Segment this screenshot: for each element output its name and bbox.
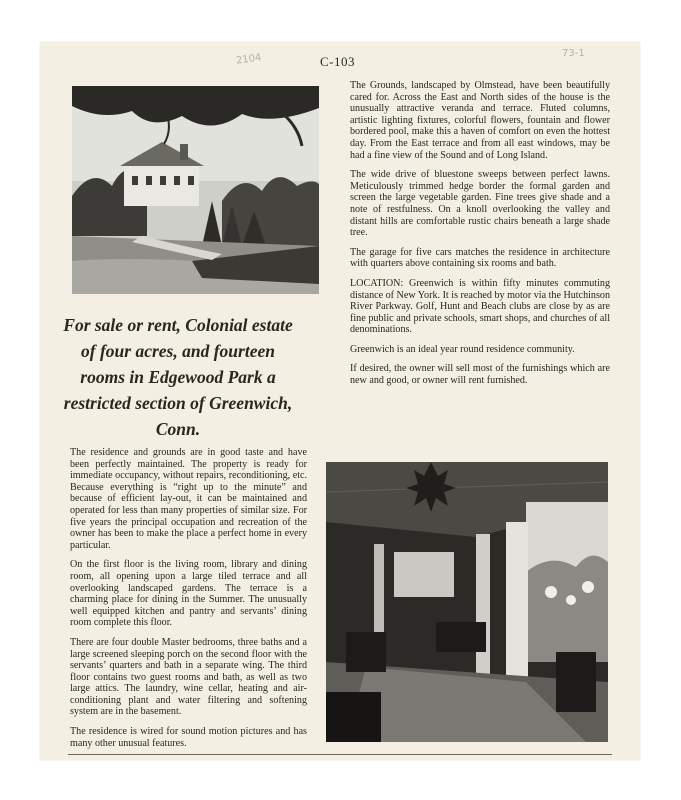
paragraph-drive: The wide drive of bluestone sweeps between perfect lawns. Meticulously trimmed hedge border the formal garden and screen the large vegetable garden. Fine trees give shade and a note of restfulness. On a knoll overlooking the valley and distant hills are comfortable rustic chairs beneath a large shade tree. xyxy=(350,169,610,239)
paragraph-location: LOCATION: Greenwich is within fifty minutes commuting distance of New York. It is reached by motor via the Hutchinson River Parkway. Golf, Hunt and Beach clubs are close by as are fine public and private schools, smart shops, and churches of all denominations. xyxy=(350,277,610,336)
bottom-rule xyxy=(68,754,612,755)
paragraph-garage: The garage for five cars matches the residence in architecture with quarters above containing six rooms and bath. xyxy=(350,246,610,270)
paragraph-furnishings: If desired, the owner will sell most of the furnishings which are new and good, or owner will rent furnished. xyxy=(350,363,610,387)
paragraph-grounds: The Grounds, landscaped by Olmstead, have been beautifully cared for. Across the East and North sides of the house is the unusually attractive veranda and terrace. Fluted columns, artistic lighting fixtures, colorful flowers, fountain and flower bordered pool, make this a haven of comfort on even the hottest day. From the East terrace and from all east windows, may be had a fine view of the Sound and of Long Island. xyxy=(350,80,610,161)
paragraph-community: Greenwich is an ideal year round residence community. xyxy=(350,343,575,355)
veranda-photo xyxy=(326,462,608,742)
left-column-text xyxy=(70,447,307,757)
document-page xyxy=(40,42,640,760)
paragraph-sound-wiring: The residence is wired for sound motion pictures and has many other unusual features. xyxy=(70,726,307,749)
paragraph-intro: The residence and grounds are in good taste and have been perfectly maintained. The property is ready for immediate occupancy, without repairs, reconditioning, etc. Because everything is “right up to the minute” and because of efficient lay-out, it can be maintained and operated for less than many properties of similar size. For five years the principal occupation and recreation of the owner has been to make the place a perfect home in every particular. xyxy=(70,447,307,551)
right-column-text xyxy=(350,80,610,395)
pencil-note-left: 2104 xyxy=(235,52,263,67)
house-exterior-photo xyxy=(72,86,319,294)
page-number: C-103 xyxy=(320,54,355,69)
paragraph-upper-floors: There are four double Master bedrooms, three baths and a large screened sleeping porch on the second floor with the servants’ quarters and bath in a separate wing. The third floor contains two guest rooms and bath, as well as two large attics. The laundry, wine cellar, heating and air-conditioning plant and water filtering and softening system are in the basement. xyxy=(70,636,307,718)
pencil-note-right: 73-1 xyxy=(562,48,585,59)
headline: For sale or rent, Colonial estate of four acres, and fourteen rooms in Edgewood Park a restricted section of Greenwich, Conn. xyxy=(63,315,293,439)
paragraph-first-floor: On the first floor is the living room, library and dining room, all opening upon a large tiled terrace and all overlooking landscaped gardens. The terrace is a charming place for dining in the Summer. The unusually well equipped kitchen and pantry and servants’ dining room complete this floor. xyxy=(70,559,307,629)
